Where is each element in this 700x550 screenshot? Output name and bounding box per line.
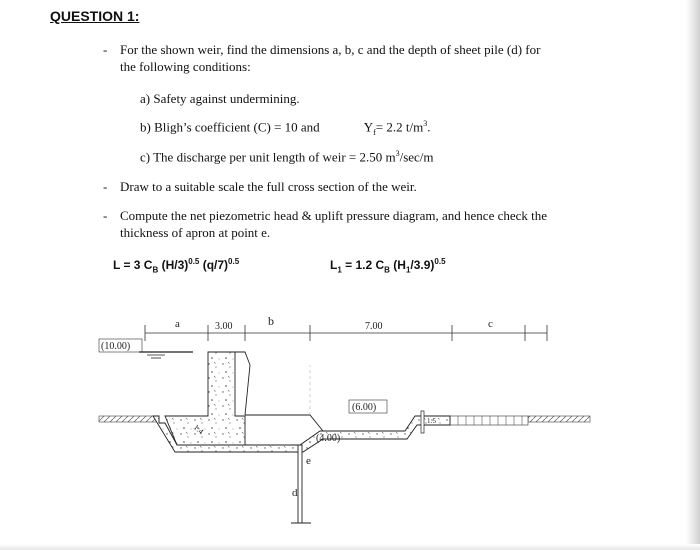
- formula-1-part-1: (H/3): [158, 258, 189, 272]
- formula-creep-length: [113, 257, 239, 274]
- bullet-1-line-2: the following conditions:: [120, 59, 251, 74]
- dim-label-crest-width: 3.00: [215, 321, 233, 332]
- formula-2-lhs: L: [330, 258, 338, 272]
- dim-label-c: c: [488, 318, 493, 330]
- weir-cross-section-diagram: [95, 305, 595, 540]
- unit-weight-end: .: [427, 119, 431, 135]
- bullet-3-line-2: thickness of apron at point e.: [120, 225, 271, 240]
- slope-label-downstream: 1:5: [427, 417, 436, 425]
- slope-label-upstream: 1:4: [191, 422, 206, 437]
- formula-1-exp-2: 0.5: [228, 257, 240, 266]
- upstream-water-level: (10.00): [101, 341, 131, 352]
- formula-1-lhs: L = 3 C: [113, 258, 153, 272]
- apron-level-label: (6.00): [352, 402, 377, 413]
- bottom-level-label: (4.00): [316, 433, 341, 444]
- bullet-3-line-1: Compute the net piezometric head & uplift pressure diagram, and hence check the: [120, 208, 548, 223]
- formula-2-exp: 0.5: [434, 257, 446, 266]
- condition-c-text: c) The discharge per unit length of weir = 2.50 m: [140, 149, 396, 165]
- condition-b-text: b) Bligh’s coefficient (C) = 10 and: [140, 119, 320, 135]
- unit-weight-symbol: Y: [363, 119, 374, 135]
- downstream-filter-blocks: [450, 416, 528, 425]
- weir-downstream-face: [235, 352, 250, 415]
- bullet-dash: -: [103, 179, 108, 194]
- unit-weight-value: = 2.2 t/m: [375, 119, 424, 135]
- upstream-ground-hatch: [99, 416, 159, 422]
- formula-apron-length: [330, 257, 446, 274]
- formula-2-part-2: /3.9): [410, 258, 435, 272]
- dimension-row: [145, 314, 547, 341]
- formula-1-part-2: (q/7): [199, 258, 229, 272]
- point-e-label: e: [306, 455, 311, 467]
- page-bottom-edge: [0, 544, 700, 550]
- bullet-dash: -: [103, 208, 108, 223]
- page-edge-shadow: [686, 0, 700, 550]
- unit-weight-subscript: f: [373, 127, 376, 137]
- water-surface-symbol: [139, 352, 193, 358]
- formula-2-mid: = 1.2 C: [341, 258, 385, 272]
- condition-a: a) Safety against undermining.: [140, 91, 300, 106]
- dim-label-b: b: [268, 314, 274, 328]
- weir-crest-body: [165, 352, 245, 445]
- dim-label-a: a: [175, 318, 180, 330]
- sheet-pile-depth-label: d: [292, 487, 298, 499]
- end-pile: [421, 411, 424, 433]
- bullet-1-line-1: For the shown weir, find the dimensions a, b, c and the depth of sheet pile (d) for: [120, 42, 541, 57]
- bullet-text-2: Draw to a suitable scale the full cross section of the weir.: [120, 179, 417, 194]
- unit-weight-exponent: 3: [423, 119, 428, 128]
- condition-b: [140, 119, 430, 137]
- discharge-exponent: 3: [395, 149, 400, 158]
- question-title: QUESTION 1:: [50, 8, 140, 24]
- condition-c: [140, 149, 434, 165]
- bullet-text-1: [120, 41, 620, 75]
- bullet-text-3: [120, 207, 620, 241]
- dim-label-apron-length: 7.00: [365, 321, 383, 332]
- formula-2-sub: B: [384, 265, 390, 275]
- apron-surface: [245, 415, 323, 431]
- discharge-unit: /sec/m: [399, 149, 434, 165]
- formula-2-part-1: (H: [389, 258, 406, 272]
- sheet-pile: [298, 445, 302, 523]
- formula-2-lhs-sub: 1: [337, 265, 342, 275]
- bullet-dash: -: [103, 42, 108, 57]
- formula-1-exp-1: 0.5: [188, 257, 200, 266]
- downstream-ground-hatch: [528, 416, 590, 422]
- formula-2-sub-2: 1: [405, 265, 411, 275]
- formula-1-sub: B: [152, 265, 159, 275]
